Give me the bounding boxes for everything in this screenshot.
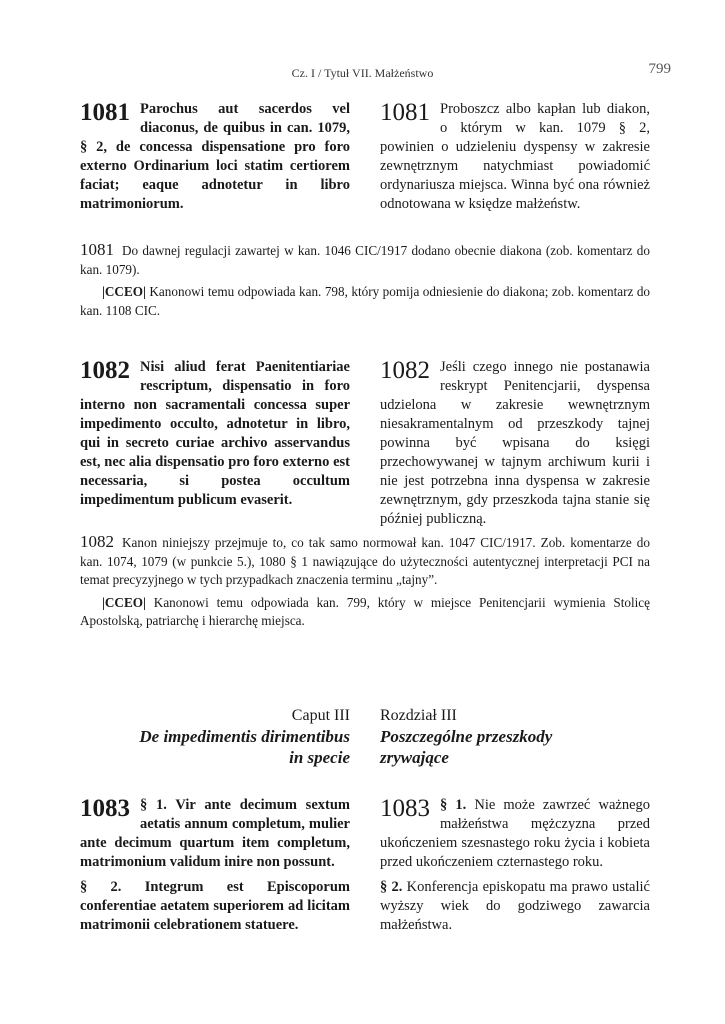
chapter-label: Caput III	[291, 707, 350, 724]
chapter-title-line: De impedimentis dirimentibus	[139, 727, 350, 746]
canon-1082-latin	[80, 358, 350, 510]
canon-1083-latin	[80, 796, 350, 941]
canon-text: Jeśli czego innego nie postanawia reskrypt Penitencjarii, dyspensa udzielona w zakresie wewnętrznym niesakramentalnym od przeszkody tajnej powinna być wpisana do księgi przechowywanej w tajnym archiwum kurii i nie jest potrzebna inna dyspensa w zakresie zewnętrznym, gdy przeszkoda tajna stanie się później publiczną.	[380, 359, 650, 527]
canon-text: Proboszcz albo kapłan lub diakon, o którym w kan. 1079 § 2, powinien o udzieleniu dyspensy w zakresie zewnętrznym natychmiast powiadomić ordynariusza miejsca. Winna być ona również odnotowana w księdze małżeństw.	[380, 101, 650, 212]
canon-1083-polish	[380, 796, 650, 941]
canon-number: 1082	[80, 357, 130, 384]
canon-text: Nisi aliud ferat Paenitentiariae rescriptum, dispensatio in foro interno non sacramentali concessa super impedimento occulto, adnotetur in libro, qui in secreto curiae archivo asservandus est, nec alia dispensatio pro foro externo est necessaria, si postea occultum impedimentum publicum evaserit.	[80, 359, 350, 508]
canon-1081-latin	[80, 100, 350, 214]
canon-paragraph-2: § 2. Integrum est Episcoporum conferentiae aetatem superiorem ad licitam matrimonii celebrationem statuere.	[80, 879, 350, 933]
cceo-label: |CCEO|	[102, 594, 146, 610]
canon-number: 1081	[80, 99, 130, 126]
canon-paragraph-2: Konferencja episkopatu ma prawo ustalić wyższy wiek do godziwego zawarcia małżeństwa.	[380, 879, 650, 933]
cceo-label: |CCEO|	[102, 284, 146, 299]
running-header: Cz. I / Tytuł VII. Małżeństwo	[291, 66, 434, 80]
paragraph-mark: § 2.	[380, 879, 403, 895]
chapter-heading-latin	[80, 705, 350, 768]
canon-number: 1083	[80, 795, 130, 822]
comment-text: Kanon niniejszy przejmuje to, co tak samo normował kan. 1047 CIC/1917. Zob. komentarze do kan. 1074, 1079 (w punkcie 5.), 1080 § 1 nawiązujące do użyteczności autentycznej interpretacji PCI na temat precyzyjnego w tych przypadkach znaczenia terminu „tajny”.	[80, 535, 650, 587]
cceo-text: Kanonowi temu odpowiada kan. 798, który pomija odniesienie do diakona; zob. komentarz do kan. 1108 CIC.	[80, 284, 651, 318]
chapter-heading-polish	[380, 705, 650, 768]
commentary-1082	[80, 533, 650, 631]
canon-1081-polish	[380, 100, 650, 214]
canon-paragraph-1: § 1. Vir ante decimum sextum aetatis annum completum, mulier ante decimum quartum item completum, matrimonium validum inire non possunt.	[80, 797, 350, 870]
chapter-label: Rozdział III	[380, 707, 457, 724]
chapter-title-line: in specie	[289, 748, 350, 767]
page-number: 799	[648, 61, 671, 77]
canon-1082-polish	[380, 358, 650, 529]
cceo-text: Kanonowi temu odpowiada kan. 799, który w miejsce Penitencjarii wymienia Stolicę Apostolską, patriarchę i hierarchę miejsca.	[80, 594, 651, 628]
chapter-title-line: zrywające	[380, 748, 449, 767]
comment-number: 1082	[80, 532, 114, 551]
canon-number: 1081	[380, 99, 430, 126]
chapter-title-line: Poszczególne przeszkody	[380, 727, 553, 746]
paragraph-mark: § 1.	[440, 797, 467, 813]
commentary-1081	[80, 241, 650, 320]
canon-number: 1082	[380, 357, 430, 384]
canon-number: 1083	[380, 795, 430, 822]
comment-text: Do dawnej regulacji zawartej w kan. 1046 CIC/1917 dodano obecnie diakona (zob. komentarz do kan. 1079).	[80, 243, 650, 277]
canon-text: Parochus aut sacerdos vel diaconus, de quibus in can. 1079, § 2, de concessa dispensatione pro foro externo Ordinarium loci statim certiorem faciat; eaque adnotetur in libro matrimoniorum.	[80, 101, 350, 212]
comment-number: 1081	[80, 240, 114, 259]
canon-paragraph-1: Nie może zawrzeć ważnego małżeństwa mężczyzna przed ukończeniem szesnastego roku życia i kobieta przed ukończeniem czternastego roku.	[380, 797, 651, 870]
